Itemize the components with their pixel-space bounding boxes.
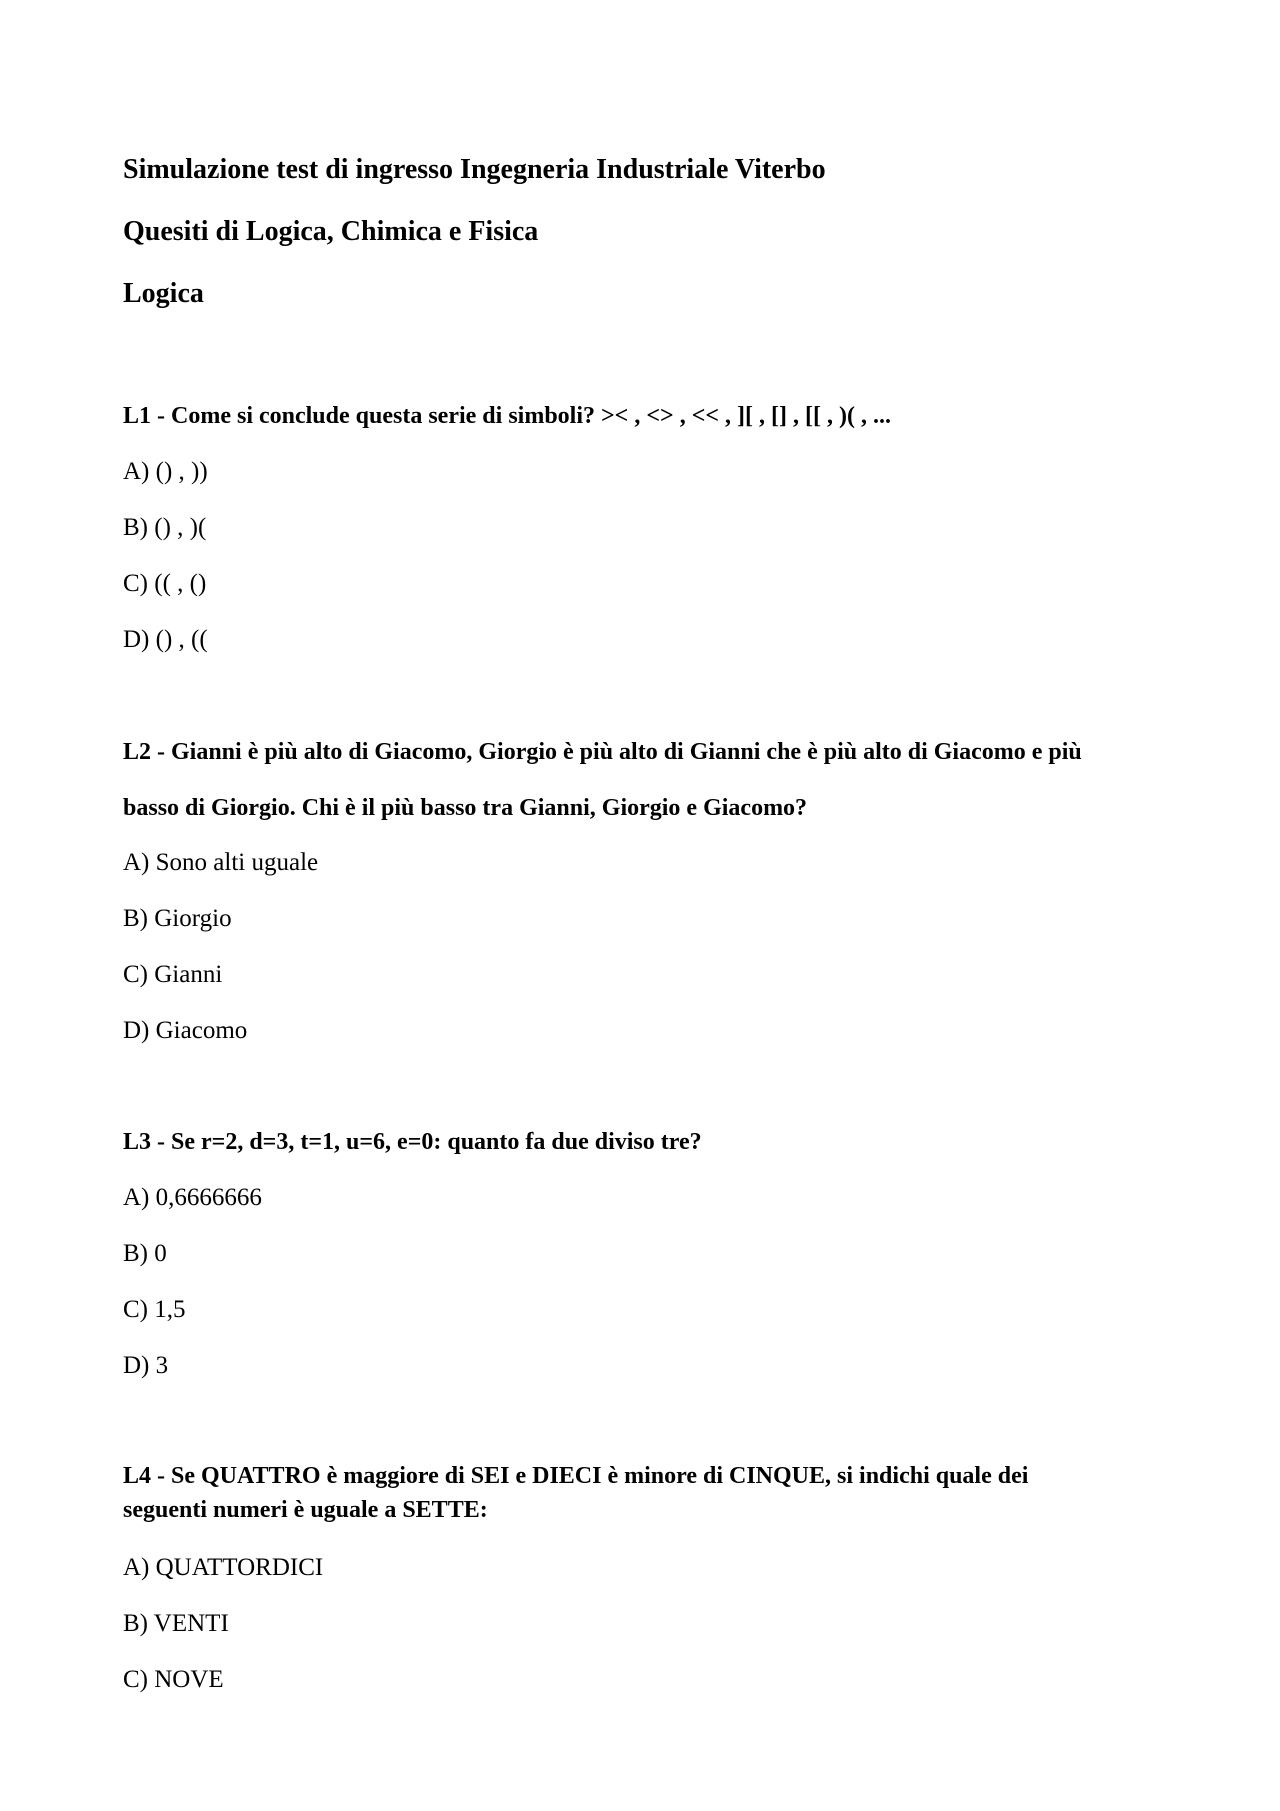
question-l4-text-line-1: L4 - Se QUATTRO è maggiore di SEI e DIECI è minore di CINQUE, si indichi quale dei <box>123 1463 1029 1489</box>
document-title: Simulazione test di ingresso Ingegneria Industriale Viterbo <box>123 154 826 185</box>
question-l4-text-line-2: seguenti numeri è uguale a SETTE: <box>123 1497 488 1523</box>
question-l3-option-c: C) 1,5 <box>123 1296 186 1323</box>
question-l3-option-d: D) 3 <box>123 1352 169 1379</box>
question-l1-text: L1 - Come si conclude questa serie di simboli? >< , <> , << , ][ , [] , [[ , )( , ... <box>123 403 891 429</box>
question-l3-option-b: B) 0 <box>123 1240 167 1267</box>
question-l1-option-c: C) (( , () <box>123 570 207 597</box>
document-subtitle: Quesiti di Logica, Chimica e Fisica <box>123 216 539 247</box>
question-l4-option-b: B) VENTI <box>123 1610 229 1637</box>
question-l4-option-c: C) NOVE <box>123 1666 224 1693</box>
question-l2-option-d: D) Giacomo <box>123 1017 248 1044</box>
question-l1-option-d: D) () , (( <box>123 626 208 653</box>
section-heading: Logica <box>123 278 204 309</box>
question-l2-text-line-1: L2 - Gianni è più alto di Giacomo, Giorgio è più alto di Gianni che è più alto di Giacomo e più <box>123 739 1082 765</box>
question-l2-option-a: A) Sono alti uguale <box>123 849 319 876</box>
question-l3-text: L3 - Se r=2, d=3, t=1, u=6, e=0: quanto fa due diviso tre? <box>123 1129 702 1155</box>
question-l2-option-b: B) Giorgio <box>123 905 232 932</box>
question-l3-option-a: A) 0,6666666 <box>123 1184 262 1211</box>
question-l2-text-line-2: basso di Giorgio. Chi è il più basso tra Gianni, Giorgio e Giacomo? <box>123 795 808 821</box>
question-l2-option-c: C) Gianni <box>123 961 223 988</box>
question-l1-option-b: B) () , )( <box>123 514 207 541</box>
question-l4-option-a: A) QUATTORDICI <box>123 1554 324 1581</box>
question-l1-option-a: A) () , )) <box>123 458 208 485</box>
